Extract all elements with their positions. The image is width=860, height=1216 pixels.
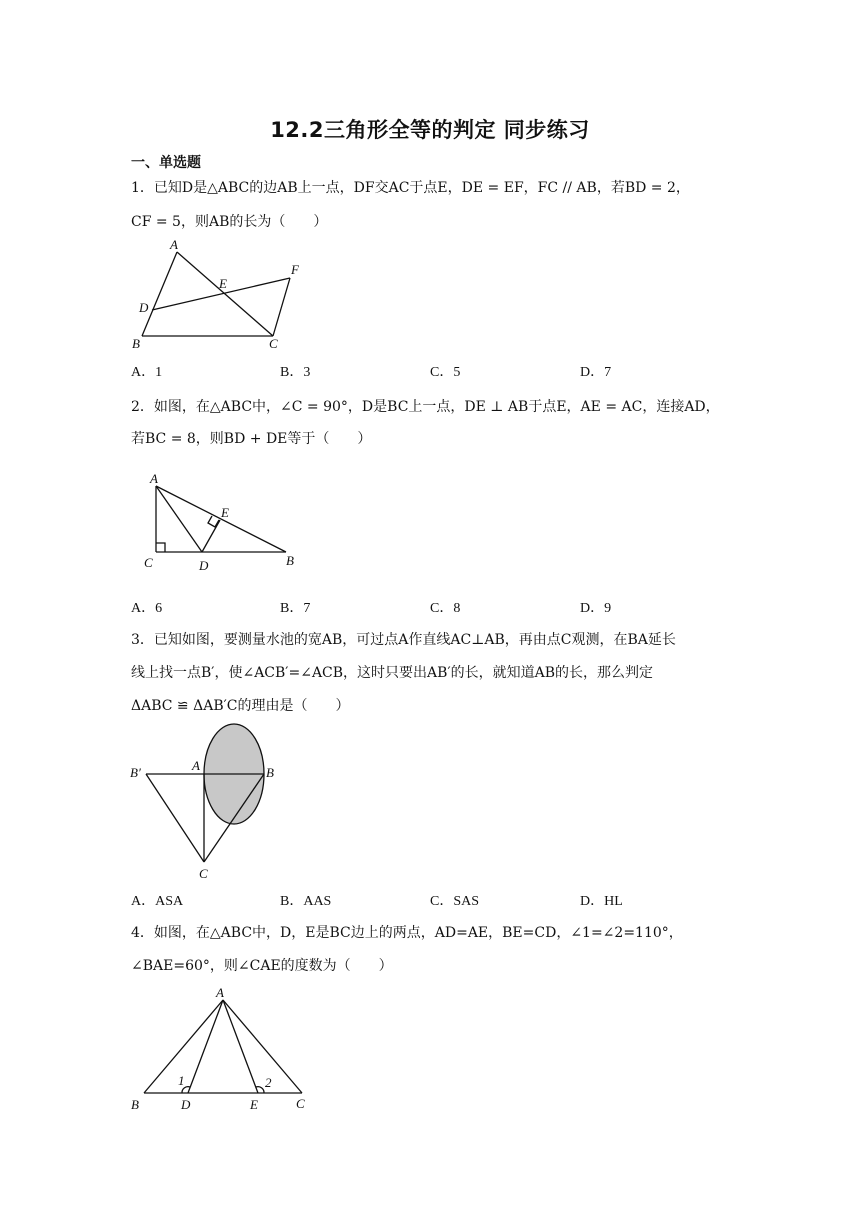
q3-option-b[interactable]: B．AAS (280, 894, 332, 909)
question-2-line-1: 2．如图，在△ABC中，∠C = 90°，D是BC上一点，DE ⊥ AB于点E，AE = AC，连接AD， (131, 399, 720, 415)
question-2-line-2: 若BC = 8，则BD + DE等于（ ） (131, 431, 372, 447)
q1-option-d[interactable]: D．7 (580, 365, 612, 380)
label-f: F (291, 262, 299, 277)
q3-option-d[interactable]: D．HL (580, 894, 623, 909)
question-4-figure (128, 984, 318, 1116)
label-e: E (221, 505, 229, 520)
label-a: A (150, 471, 158, 486)
label-c: C (296, 1096, 305, 1111)
question-1-figure (130, 238, 320, 350)
question-3-line-2: 线上找一点B′，使∠ACB′=∠ACB，这时只要出AB′的长，就知道AB的长，那么判定 (131, 665, 654, 681)
q2-option-c[interactable]: C．8 (430, 601, 461, 616)
q1-option-b[interactable]: B．3 (280, 365, 311, 380)
question-4-line-1: 4．如图，在△ABC中，D，E是BC边上的两点，AD=AE，BE=CD，∠1=∠2=110°， (131, 925, 683, 941)
q2-option-a[interactable]: A．6 (131, 601, 163, 616)
page-title: 12.2三角形全等的判定 同步练习 (270, 118, 590, 142)
q3-option-a[interactable]: A．ASA (131, 894, 184, 909)
q2-option-d[interactable]: D．9 (580, 601, 612, 616)
question-3-line-3: ΔABC ≌ ΔAB′C的理由是（ ） (131, 698, 350, 714)
label-angle-2: 2 (265, 1075, 272, 1090)
label-a: A (216, 985, 224, 1000)
question-3-figure (128, 720, 288, 880)
label-e: E (219, 276, 227, 291)
label-a: A (192, 758, 200, 773)
q1-option-c[interactable]: C．5 (430, 365, 461, 380)
question-1-line-1: 1．已知D是△ABC的边AB上一点，DF交AC于点E，DE = EF，FC // AB，若BD = 2， (131, 180, 690, 196)
question-4-line-2: ∠BAE=60°，则∠CAE的度数为（ ） (131, 958, 393, 974)
label-c: C (199, 866, 208, 881)
label-b: B (131, 1097, 139, 1112)
label-angle-1: 1 (178, 1073, 185, 1088)
label-d: D (181, 1097, 191, 1112)
label-e: E (250, 1097, 258, 1112)
label-d: D (199, 558, 209, 573)
label-c: C (144, 555, 153, 570)
question-3-line-1: 3．已知如图，要测量水池的宽AB，可过点A作直线AC⊥AB，再由点C观测，在BA延长 (131, 632, 676, 648)
label-b: B (286, 553, 294, 568)
label-b: B (132, 336, 140, 351)
label-b: B (266, 765, 274, 780)
section-heading: 一、单选题 (131, 155, 201, 171)
label-a: A (170, 237, 178, 252)
q1-option-a[interactable]: A．1 (131, 365, 163, 380)
q2-option-b[interactable]: B．7 (280, 601, 311, 616)
label-d: D (139, 300, 149, 315)
q3-option-c[interactable]: C．SAS (430, 894, 480, 909)
label-c: C (269, 336, 278, 351)
label-b-prime: B′ (130, 765, 141, 780)
question-1-line-2: CF = 5，则AB的长为（ ） (131, 214, 328, 230)
question-2-figure (140, 470, 310, 575)
